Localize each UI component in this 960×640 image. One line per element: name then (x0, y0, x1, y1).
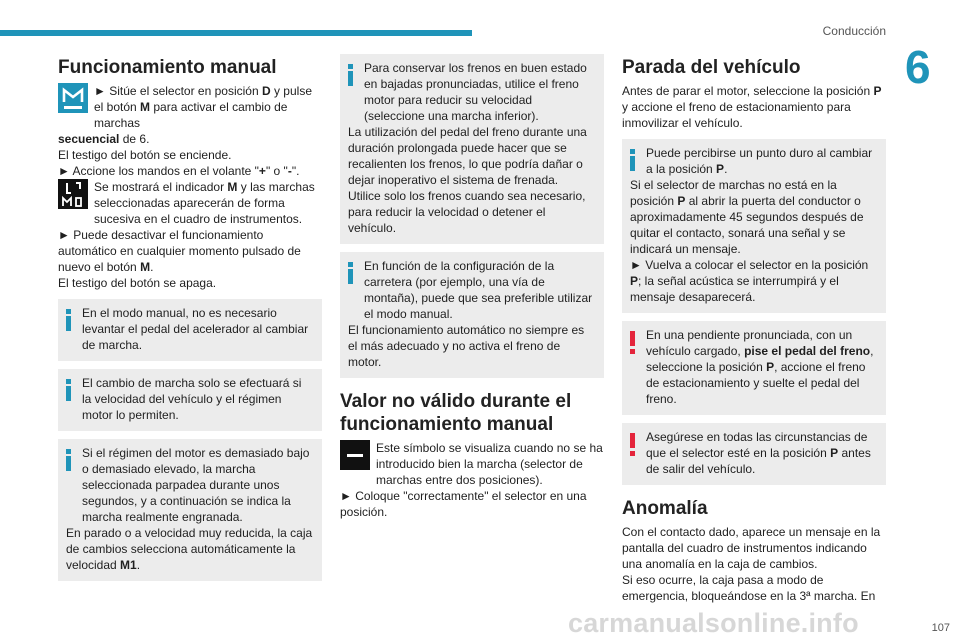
paragraph: El testigo del botón se enciende. (58, 148, 232, 162)
paragraph: Antes de parar el motor, seleccione la posición P y accione el freno de estacionamiento para inmovilizar el vehículo. (622, 84, 882, 130)
info-icon (348, 64, 353, 86)
paragraph: ► Puede desactivar el funcionamiento automático en cualquier momento pulsado de nuevo el botón M. (58, 228, 301, 274)
paragraph: ► Accione los mandos en el volante "+" o "-". (58, 164, 300, 178)
info-icon (66, 379, 71, 401)
info-icon (630, 149, 635, 171)
heading-manual-operation: Funcionamiento manual (58, 57, 277, 78)
info-box: En el modo manual, no es necesario levantar el pedal del acelerador al cambiar de marcha. (58, 299, 322, 361)
heading-invalid-value: Valor no válido durante el funcionamiento manual (340, 391, 572, 435)
info-icon (348, 262, 353, 284)
info-icon (66, 309, 71, 331)
display-text: Se mostrará el indicador M y las marchas seleccionadas aparecerán de forma sucesiva en el cuadro de instrumentos. (94, 180, 315, 226)
page-number: 107 (931, 622, 950, 634)
invalid-dash-icon (340, 440, 370, 470)
info-icon (66, 449, 71, 471)
info-box: Puede percibirse un punto duro al cambiar a la posición P. Si el selector de marchas no está en la posición P al abrir la puerta del conductor o aproximadamente 45 segundos después de quitar el contacto, sonará una señal y se indicará un mensaje. ► Vuelva a colocar el selector en la posición P; la señal acústica se interrumpirá y el mensaje desaparecerá. (622, 139, 886, 313)
column-brakes-invalid (340, 50, 604, 520)
heading-vehicle-stop: Parada del vehículo (622, 57, 801, 78)
section-title: Conducción (822, 24, 886, 38)
info-box: En función de la configuración de la carretera (por ejemplo, una vía de montaña), puede que sea preferible utilizar el modo manual. El funcionamiento automático no siempre es el más adecuado y no activa el freno de motor. (340, 252, 604, 378)
info-box: Si el régimen del motor es demasiado bajo o demasiado elevado, la marcha seleccionada parpadea durante unos segundos, y a continuación se indica la marcha realmente engranada. En parado o a velocidad muy reducida, la caja de cambios selecciona automáticamente la velocidad M1. (58, 439, 322, 581)
display-row (58, 179, 322, 227)
manual-mode-m-icon (58, 83, 88, 113)
chapter-number: 6 (905, 41, 931, 93)
gear-display-icon (58, 179, 88, 209)
heading-anomaly: Anomalía (622, 498, 708, 519)
watermark: carmanualsonline.info (568, 608, 859, 638)
warning-box: Asegúrese en todas las circunstancias de que el selector esté en la posición P antes de salir del vehículo. (622, 423, 886, 485)
column-stopping-anomaly (622, 50, 886, 604)
manual-step-row (58, 83, 322, 131)
invalid-row: Este símbolo se visualiza cuando no se ha introducido bien la marcha (selector de marchas entre dos posiciones). (340, 440, 604, 488)
paragraph: El testigo del botón se apaga. (58, 276, 217, 290)
paragraph: Si eso ocurre, la caja pasa a modo de emergencia, bloqueándose en la 3ª marcha. En (622, 573, 876, 603)
manual-step-text-cont: secuencial de 6. (58, 132, 150, 146)
warning-icon (630, 433, 635, 455)
warning-box: En una pendiente pronunciada, con un vehículo cargado, pise el pedal del freno, seleccione la posición P, accione el freno de estacionamiento y suelte el pedal del freno. (622, 321, 886, 415)
header-accent-bar (0, 30, 472, 36)
paragraph: ► Coloque "correctamente" el selector en una posición. (340, 489, 587, 519)
paragraph: Con el contacto dado, aparece un mensaje en la pantalla del cuadro de instrumentos indicando una anomalía en la caja de cambios. (622, 525, 881, 571)
info-box: Para conservar los frenos en buen estado en bajadas pronunciadas, utilice el freno motor para reducir su velocidad (seleccione una marcha inferior). La utilización del pedal del freno durante una duración prolongada puede hacer que se recalienten los frenos, lo que podría dañar o dejar inoperativo el sistema de frenada. Utilice solo los frenos cuando sea necesario, para reducir la velocidad o detener el vehículo. (340, 54, 604, 244)
manual-step-text: ► Sitúe el selector en posición D y pulse el botón M para activar el cambio de marchas (94, 84, 312, 130)
warning-icon (630, 331, 635, 353)
info-box: El cambio de marcha solo se efectuará si la velocidad del vehículo y el régimen motor lo permiten. (58, 369, 322, 431)
column-manual-operation (58, 50, 322, 585)
